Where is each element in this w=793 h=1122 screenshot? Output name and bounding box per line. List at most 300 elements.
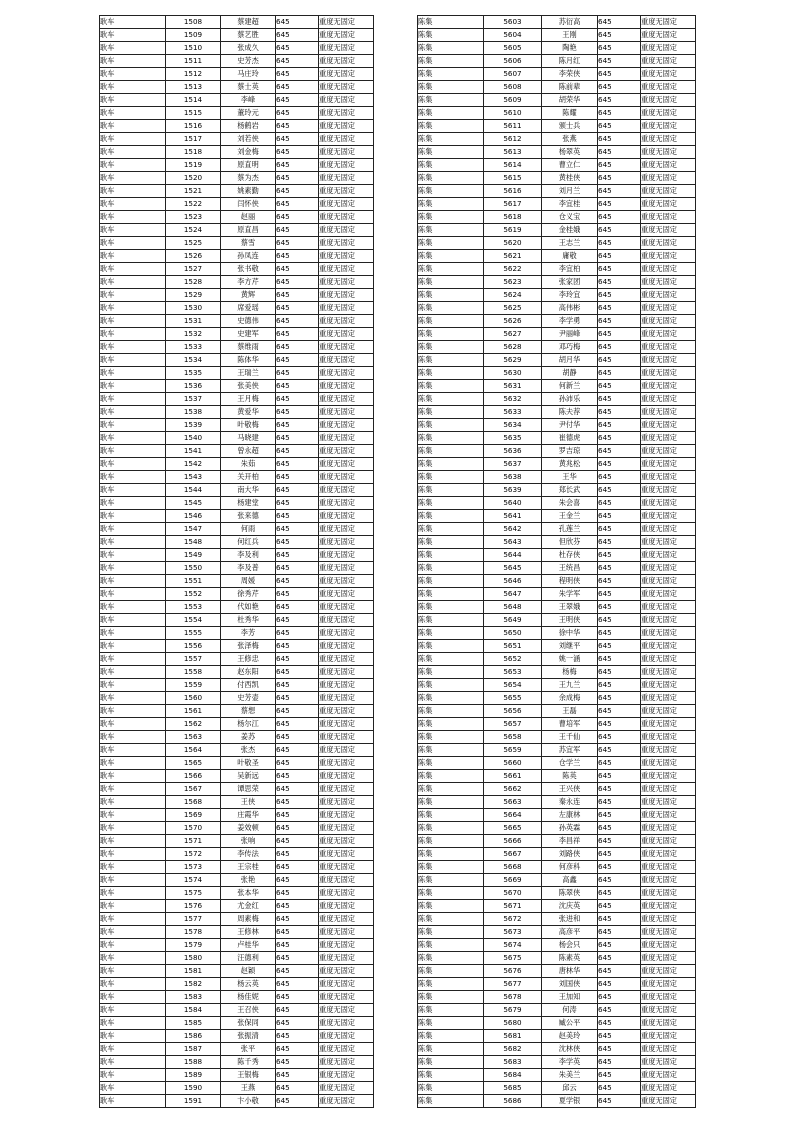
name-cell: 何雨 bbox=[221, 523, 276, 536]
name-cell: 崔德虎 bbox=[542, 432, 598, 445]
amount-cell: 645 bbox=[276, 68, 319, 81]
table-row bbox=[100, 601, 374, 614]
table-row bbox=[100, 250, 374, 263]
village-cell: 耿车 bbox=[100, 380, 166, 393]
name-cell: 苏宜军 bbox=[542, 744, 598, 757]
name-cell: 仓义宝 bbox=[542, 211, 598, 224]
name-cell: 程明侠 bbox=[542, 575, 598, 588]
id-cell: 5665 bbox=[484, 822, 542, 835]
id-cell: 5656 bbox=[484, 705, 542, 718]
table-row bbox=[100, 341, 374, 354]
type-cell: 重度无固定 bbox=[641, 458, 696, 471]
village-cell: 陈集 bbox=[418, 172, 484, 185]
village-cell: 耿车 bbox=[100, 601, 166, 614]
table-row bbox=[418, 900, 696, 913]
name-cell: 陈体华 bbox=[221, 354, 276, 367]
name-cell: 余成梅 bbox=[542, 692, 598, 705]
amount-cell: 645 bbox=[598, 874, 641, 887]
name-cell: 王修忠 bbox=[221, 653, 276, 666]
type-cell: 重度无固定 bbox=[641, 1043, 696, 1056]
village-cell: 耿车 bbox=[100, 731, 166, 744]
type-cell: 重度无固定 bbox=[641, 1095, 696, 1108]
amount-cell: 645 bbox=[276, 55, 319, 68]
type-cell: 重度无固定 bbox=[319, 705, 374, 718]
name-cell: 尹付华 bbox=[542, 419, 598, 432]
type-cell: 重度无固定 bbox=[641, 705, 696, 718]
name-cell: 卢桂华 bbox=[221, 939, 276, 952]
type-cell: 重度无固定 bbox=[641, 302, 696, 315]
name-cell: 孔莲兰 bbox=[542, 523, 598, 536]
id-cell: 1510 bbox=[166, 42, 221, 55]
amount-cell: 645 bbox=[598, 549, 641, 562]
type-cell: 重度无固定 bbox=[641, 549, 696, 562]
id-cell: 1548 bbox=[166, 536, 221, 549]
amount-cell: 645 bbox=[598, 692, 641, 705]
name-cell: 刘金梅 bbox=[221, 146, 276, 159]
table-row bbox=[418, 159, 696, 172]
amount-cell: 645 bbox=[276, 120, 319, 133]
id-cell: 5667 bbox=[484, 848, 542, 861]
type-cell: 重度无固定 bbox=[319, 796, 374, 809]
table-row bbox=[418, 770, 696, 783]
type-cell: 重度无固定 bbox=[641, 952, 696, 965]
name-cell: 杜秀华 bbox=[221, 614, 276, 627]
id-cell: 1509 bbox=[166, 29, 221, 42]
table-row bbox=[418, 809, 696, 822]
id-cell: 1574 bbox=[166, 874, 221, 887]
name-cell: 张艳 bbox=[221, 874, 276, 887]
amount-cell: 645 bbox=[598, 822, 641, 835]
amount-cell: 645 bbox=[598, 835, 641, 848]
type-cell: 重度无固定 bbox=[641, 497, 696, 510]
type-cell: 重度无固定 bbox=[319, 783, 374, 796]
name-cell: 黄爱华 bbox=[221, 406, 276, 419]
amount-cell: 645 bbox=[598, 458, 641, 471]
name-cell: 张本华 bbox=[221, 887, 276, 900]
id-cell: 5606 bbox=[484, 55, 542, 68]
village-cell: 陈集 bbox=[418, 198, 484, 211]
village-cell: 耿车 bbox=[100, 42, 166, 55]
amount-cell: 645 bbox=[598, 965, 641, 978]
type-cell: 重度无固定 bbox=[319, 146, 374, 159]
name-cell: 李荣侠 bbox=[542, 68, 598, 81]
id-cell: 1539 bbox=[166, 419, 221, 432]
village-cell: 陈集 bbox=[418, 211, 484, 224]
amount-cell: 645 bbox=[276, 276, 319, 289]
id-cell: 1582 bbox=[166, 978, 221, 991]
name-cell: 李昌祥 bbox=[542, 835, 598, 848]
amount-cell: 645 bbox=[598, 172, 641, 185]
table-row bbox=[100, 965, 374, 978]
table-row bbox=[100, 354, 374, 367]
name-cell: 蔡建超 bbox=[221, 16, 276, 29]
amount-cell: 645 bbox=[598, 536, 641, 549]
type-cell: 重度无固定 bbox=[641, 1056, 696, 1069]
id-cell: 1587 bbox=[166, 1043, 221, 1056]
village-cell: 陈集 bbox=[418, 328, 484, 341]
name-cell: 尹丽峰 bbox=[542, 328, 598, 341]
table-row bbox=[418, 16, 696, 29]
type-cell: 重度无固定 bbox=[319, 1056, 374, 1069]
table-row bbox=[418, 640, 696, 653]
village-cell: 耿车 bbox=[100, 666, 166, 679]
type-cell: 重度无固定 bbox=[641, 575, 696, 588]
name-cell: 陈素英 bbox=[542, 952, 598, 965]
type-cell: 重度无固定 bbox=[319, 393, 374, 406]
type-cell: 重度无固定 bbox=[641, 601, 696, 614]
table-row bbox=[418, 471, 696, 484]
amount-cell: 645 bbox=[598, 432, 641, 445]
table-row bbox=[100, 94, 374, 107]
id-cell: 5631 bbox=[484, 380, 542, 393]
name-cell: 刘若侠 bbox=[221, 133, 276, 146]
id-cell: 5634 bbox=[484, 419, 542, 432]
village-cell: 耿车 bbox=[100, 29, 166, 42]
village-cell: 陈集 bbox=[418, 718, 484, 731]
type-cell: 重度无固定 bbox=[319, 354, 374, 367]
id-cell: 1573 bbox=[166, 861, 221, 874]
name-cell: 秦永连 bbox=[542, 796, 598, 809]
type-cell: 重度无固定 bbox=[319, 1095, 374, 1108]
village-cell: 陈集 bbox=[418, 692, 484, 705]
amount-cell: 645 bbox=[276, 705, 319, 718]
id-cell: 5630 bbox=[484, 367, 542, 380]
name-cell: 付西凯 bbox=[221, 679, 276, 692]
id-cell: 5626 bbox=[484, 315, 542, 328]
amount-cell: 645 bbox=[598, 705, 641, 718]
id-cell: 1560 bbox=[166, 692, 221, 705]
name-cell: 王磊 bbox=[542, 705, 598, 718]
id-cell: 5640 bbox=[484, 497, 542, 510]
name-cell: 何涛 bbox=[542, 1004, 598, 1017]
amount-cell: 645 bbox=[598, 575, 641, 588]
table-row bbox=[418, 484, 696, 497]
name-cell: 刘继平 bbox=[542, 640, 598, 653]
name-cell: 李宜柏 bbox=[542, 263, 598, 276]
id-cell: 1536 bbox=[166, 380, 221, 393]
type-cell: 重度无固定 bbox=[641, 770, 696, 783]
table-row bbox=[418, 679, 696, 692]
table-row bbox=[100, 926, 374, 939]
village-cell: 陈集 bbox=[418, 614, 484, 627]
village-cell: 陈集 bbox=[418, 874, 484, 887]
name-cell: 苏衍高 bbox=[542, 16, 598, 29]
amount-cell: 645 bbox=[598, 783, 641, 796]
amount-cell: 645 bbox=[276, 458, 319, 471]
amount-cell: 645 bbox=[598, 367, 641, 380]
type-cell: 重度无固定 bbox=[319, 445, 374, 458]
village-cell: 耿车 bbox=[100, 926, 166, 939]
amount-cell: 645 bbox=[276, 575, 319, 588]
amount-cell: 645 bbox=[598, 913, 641, 926]
village-cell: 耿车 bbox=[100, 120, 166, 133]
amount-cell: 645 bbox=[598, 94, 641, 107]
type-cell: 重度无固定 bbox=[641, 29, 696, 42]
name-cell: 何彦科 bbox=[542, 861, 598, 874]
id-cell: 5607 bbox=[484, 68, 542, 81]
village-cell: 耿车 bbox=[100, 445, 166, 458]
amount-cell: 645 bbox=[598, 198, 641, 211]
type-cell: 重度无固定 bbox=[319, 965, 374, 978]
amount-cell: 645 bbox=[598, 42, 641, 55]
village-cell: 陈集 bbox=[418, 302, 484, 315]
name-cell: 张平 bbox=[221, 1043, 276, 1056]
table-row bbox=[418, 913, 696, 926]
name-cell: 姚素勤 bbox=[221, 185, 276, 198]
table-row bbox=[100, 1004, 374, 1017]
id-cell: 5645 bbox=[484, 562, 542, 575]
village-cell: 陈集 bbox=[418, 1017, 484, 1030]
name-cell: 史芳壶 bbox=[221, 692, 276, 705]
table-row bbox=[418, 991, 696, 1004]
amount-cell: 645 bbox=[276, 1082, 319, 1095]
id-cell: 5625 bbox=[484, 302, 542, 315]
name-cell: 颁士兵 bbox=[542, 120, 598, 133]
village-cell: 耿车 bbox=[100, 627, 166, 640]
amount-cell: 645 bbox=[276, 224, 319, 237]
type-cell: 重度无固定 bbox=[641, 588, 696, 601]
village-cell: 耿车 bbox=[100, 679, 166, 692]
amount-cell: 645 bbox=[276, 1043, 319, 1056]
table-row bbox=[418, 1082, 696, 1095]
id-cell: 1562 bbox=[166, 718, 221, 731]
type-cell: 重度无固定 bbox=[319, 861, 374, 874]
type-cell: 重度无固定 bbox=[641, 965, 696, 978]
table-row bbox=[418, 718, 696, 731]
id-cell: 5615 bbox=[484, 172, 542, 185]
amount-cell: 645 bbox=[276, 718, 319, 731]
type-cell: 重度无固定 bbox=[319, 29, 374, 42]
village-cell: 耿车 bbox=[100, 81, 166, 94]
village-cell: 耿车 bbox=[100, 276, 166, 289]
id-cell: 5620 bbox=[484, 237, 542, 250]
name-cell: 胡荣华 bbox=[542, 94, 598, 107]
amount-cell: 645 bbox=[598, 744, 641, 757]
name-cell: 赵美玲 bbox=[542, 1030, 598, 1043]
amount-cell: 645 bbox=[276, 198, 319, 211]
table-row bbox=[100, 536, 374, 549]
type-cell: 重度无固定 bbox=[319, 822, 374, 835]
table-row bbox=[418, 926, 696, 939]
village-cell: 陈集 bbox=[418, 276, 484, 289]
amount-cell: 645 bbox=[276, 341, 319, 354]
id-cell: 1564 bbox=[166, 744, 221, 757]
type-cell: 重度无固定 bbox=[319, 68, 374, 81]
name-cell: 董玲元 bbox=[221, 107, 276, 120]
name-cell: 胡月华 bbox=[542, 354, 598, 367]
table-row bbox=[100, 731, 374, 744]
name-cell: 姜效顿 bbox=[221, 822, 276, 835]
id-cell: 1521 bbox=[166, 185, 221, 198]
name-cell: 张泽梅 bbox=[221, 640, 276, 653]
type-cell: 重度无固定 bbox=[319, 588, 374, 601]
table-row bbox=[100, 120, 374, 133]
type-cell: 重度无固定 bbox=[641, 224, 696, 237]
id-cell: 5635 bbox=[484, 432, 542, 445]
table-row bbox=[418, 328, 696, 341]
village-cell: 耿车 bbox=[100, 419, 166, 432]
village-cell: 耿车 bbox=[100, 198, 166, 211]
id-cell: 1586 bbox=[166, 1030, 221, 1043]
village-cell: 耿车 bbox=[100, 354, 166, 367]
amount-cell: 645 bbox=[598, 55, 641, 68]
village-cell: 陈集 bbox=[418, 55, 484, 68]
id-cell: 1572 bbox=[166, 848, 221, 861]
id-cell: 1533 bbox=[166, 341, 221, 354]
name-cell: 赵丽 bbox=[221, 211, 276, 224]
type-cell: 重度无固定 bbox=[319, 484, 374, 497]
name-cell: 王明侠 bbox=[542, 614, 598, 627]
table-row bbox=[418, 406, 696, 419]
name-cell: 王金兰 bbox=[542, 510, 598, 523]
name-cell: 左康林 bbox=[542, 809, 598, 822]
right-roster-body bbox=[418, 16, 696, 1108]
name-cell: 王燕 bbox=[221, 1082, 276, 1095]
village-cell: 陈集 bbox=[418, 263, 484, 276]
name-cell: 徐秀芹 bbox=[221, 588, 276, 601]
id-cell: 5610 bbox=[484, 107, 542, 120]
name-cell: 王翠娥 bbox=[542, 601, 598, 614]
village-cell: 耿车 bbox=[100, 159, 166, 172]
name-cell: 邓巧梅 bbox=[542, 341, 598, 354]
name-cell: 沈林侠 bbox=[542, 1043, 598, 1056]
table-row bbox=[100, 393, 374, 406]
amount-cell: 645 bbox=[598, 614, 641, 627]
amount-cell: 645 bbox=[276, 549, 319, 562]
village-cell: 陈集 bbox=[418, 94, 484, 107]
name-cell: 谭思荣 bbox=[221, 783, 276, 796]
id-cell: 5627 bbox=[484, 328, 542, 341]
type-cell: 重度无固定 bbox=[319, 627, 374, 640]
id-cell: 1545 bbox=[166, 497, 221, 510]
name-cell: 但欣芬 bbox=[542, 536, 598, 549]
name-cell: 赵东阳 bbox=[221, 666, 276, 679]
table-row bbox=[100, 445, 374, 458]
amount-cell: 645 bbox=[598, 29, 641, 42]
village-cell: 耿车 bbox=[100, 861, 166, 874]
id-cell: 1544 bbox=[166, 484, 221, 497]
amount-cell: 645 bbox=[598, 341, 641, 354]
id-cell: 1515 bbox=[166, 107, 221, 120]
table-row bbox=[100, 939, 374, 952]
amount-cell: 645 bbox=[598, 354, 641, 367]
id-cell: 1535 bbox=[166, 367, 221, 380]
amount-cell: 645 bbox=[276, 653, 319, 666]
type-cell: 重度无固定 bbox=[319, 42, 374, 55]
type-cell: 重度无固定 bbox=[319, 835, 374, 848]
village-cell: 耿车 bbox=[100, 549, 166, 562]
id-cell: 5646 bbox=[484, 575, 542, 588]
id-cell: 1518 bbox=[166, 146, 221, 159]
type-cell: 重度无固定 bbox=[641, 900, 696, 913]
id-cell: 1540 bbox=[166, 432, 221, 445]
id-cell: 5628 bbox=[484, 341, 542, 354]
village-cell: 陈集 bbox=[418, 107, 484, 120]
village-cell: 耿车 bbox=[100, 770, 166, 783]
id-cell: 1524 bbox=[166, 224, 221, 237]
table-row bbox=[418, 796, 696, 809]
type-cell: 重度无固定 bbox=[319, 16, 374, 29]
name-cell: 陈前辈 bbox=[542, 81, 598, 94]
village-cell: 耿车 bbox=[100, 432, 166, 445]
id-cell: 5639 bbox=[484, 484, 542, 497]
table-row bbox=[100, 666, 374, 679]
village-cell: 耿车 bbox=[100, 471, 166, 484]
table-row bbox=[100, 783, 374, 796]
amount-cell: 645 bbox=[598, 81, 641, 94]
name-cell: 何新兰 bbox=[542, 380, 598, 393]
village-cell: 陈集 bbox=[418, 380, 484, 393]
id-cell: 5663 bbox=[484, 796, 542, 809]
id-cell: 5636 bbox=[484, 445, 542, 458]
name-cell: 蔡想 bbox=[221, 705, 276, 718]
table-row bbox=[100, 770, 374, 783]
amount-cell: 645 bbox=[598, 1017, 641, 1030]
id-cell: 5679 bbox=[484, 1004, 542, 1017]
name-cell: 杨佳妮 bbox=[221, 991, 276, 1004]
village-cell: 陈集 bbox=[418, 159, 484, 172]
amount-cell: 645 bbox=[598, 107, 641, 120]
name-cell: 曹立仁 bbox=[542, 159, 598, 172]
village-cell: 耿车 bbox=[100, 952, 166, 965]
id-cell: 1528 bbox=[166, 276, 221, 289]
type-cell: 重度无固定 bbox=[641, 1004, 696, 1017]
village-cell: 陈集 bbox=[418, 939, 484, 952]
type-cell: 重度无固定 bbox=[319, 666, 374, 679]
name-cell: 王召侠 bbox=[221, 1004, 276, 1017]
table-row bbox=[418, 887, 696, 900]
name-cell: 李学勇 bbox=[542, 315, 598, 328]
village-cell: 陈集 bbox=[418, 237, 484, 250]
table-row bbox=[418, 1043, 696, 1056]
table-row bbox=[100, 874, 374, 887]
village-cell: 耿车 bbox=[100, 55, 166, 68]
table-row bbox=[418, 978, 696, 991]
id-cell: 5605 bbox=[484, 42, 542, 55]
village-cell: 耿车 bbox=[100, 1030, 166, 1043]
table-row bbox=[418, 367, 696, 380]
type-cell: 重度无固定 bbox=[641, 133, 696, 146]
type-cell: 重度无固定 bbox=[319, 55, 374, 68]
table-row bbox=[100, 367, 374, 380]
amount-cell: 645 bbox=[598, 939, 641, 952]
amount-cell: 645 bbox=[276, 913, 319, 926]
table-row bbox=[418, 562, 696, 575]
amount-cell: 645 bbox=[598, 159, 641, 172]
amount-cell: 645 bbox=[276, 1095, 319, 1108]
amount-cell: 645 bbox=[598, 133, 641, 146]
village-cell: 陈集 bbox=[418, 796, 484, 809]
village-cell: 陈集 bbox=[418, 419, 484, 432]
name-cell: 蔡艺胜 bbox=[221, 29, 276, 42]
table-row bbox=[418, 198, 696, 211]
village-cell: 耿车 bbox=[100, 458, 166, 471]
village-cell: 陈集 bbox=[418, 471, 484, 484]
village-cell: 耿车 bbox=[100, 237, 166, 250]
id-cell: 1549 bbox=[166, 549, 221, 562]
amount-cell: 645 bbox=[598, 861, 641, 874]
type-cell: 重度无固定 bbox=[641, 783, 696, 796]
type-cell: 重度无固定 bbox=[641, 861, 696, 874]
village-cell: 耿车 bbox=[100, 783, 166, 796]
id-cell: 5662 bbox=[484, 783, 542, 796]
table-row bbox=[100, 978, 374, 991]
amount-cell: 645 bbox=[276, 835, 319, 848]
name-cell: 吴新远 bbox=[221, 770, 276, 783]
table-row bbox=[100, 1082, 374, 1095]
table-row bbox=[418, 211, 696, 224]
village-cell: 耿车 bbox=[100, 536, 166, 549]
